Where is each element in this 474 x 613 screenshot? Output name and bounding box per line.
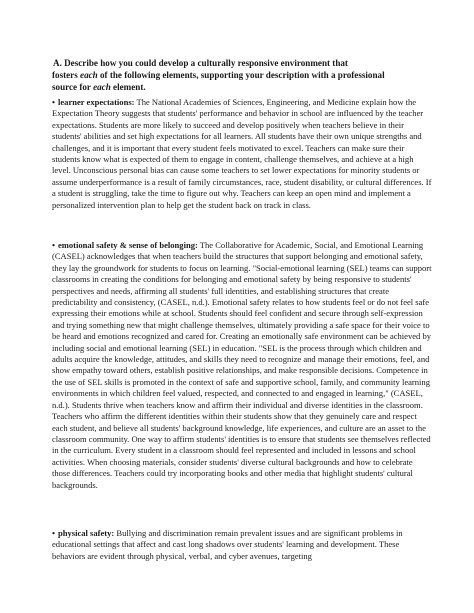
section-body: Bullying and discrimination remain prevalent issues and are significant problems in educational settings that affect and cast long shadows over students' learning and development. These behaviors are evident through physical, verbal, and cyber avenues, targeting [52,528,403,561]
section-physical-safety [52,528,432,562]
question-emphasis: each [80,70,98,80]
question-text: of the following elements, supporting your description with a professional [97,70,385,80]
section-heading: learner expectations: [58,97,135,107]
bullet-icon: • [52,97,55,107]
section-body: The Collaborative for Academic, Social, and Emotional Learning (CASEL) acknowledges that when teachers build the structures that support belonging and emotional safety, they lay the groundwork for students to focus on learning. "Social-emotional learning (SEL) teams can support classrooms in creating the conditions for belonging and emotional safety by being responsive to students' perspectives and needs, affirming all students' full identities, and establishing structures that create predictability and consistency, (CASEL, n.d.). Emotional safety relates to how students feel or do not feel safe expressing their emotions while at school. Students should feel confident and secure through self-expression and trying something new that might challenge themselves, ultimately providing a safe space for their voice to be heard and emotions recognized and cared for. Creating an emotionally safe environment can be achieved by including social and emotional learning (SEL) in education. "SEL is the process through which children and adults acquire the knowledge, attitudes, and skills they need to recognize and manage their emotions, feel, and show empathy toward others, establish positive relationships, and make responsible decisions. Competence in the use of SEL skills is promoted in the context of safe and supportive school, family, and community learning environments in which children feel valued, respected, and connected to and engaged in learning," (CASEL, n.d.). Students thrive when teachers know and affirm their individual and diverse identities in the classroom. Teachers who affirm the different identities within their students show that they genuinely care and respect each student, and believe all students' background knowledge, life experiences, and culture are an asset to the classroom community. One way to affirm students' identities is to ensure that students see themselves reflected in the curriculum. Every student in a classroom should feel represented and included in lessons and school activities. When choosing materials, consider students' diverse cultural backgrounds and how to celebrate those differences. Teachers could try incorporating books and other media that highlight students' cultural backgrounds. [52,240,432,490]
bullet-icon: • [52,528,55,538]
section-learner-expectations [52,97,432,211]
section-emotional-safety [52,240,432,491]
section-heading: physical safety: [58,528,115,538]
question-line-1: A. Describe how you could develop a culturally responsive environment that [53,58,348,68]
question-text: fosters [52,70,81,80]
section-heading: emotional safety & sense of belonging: [58,240,198,250]
question-line-2 [52,69,432,81]
question-text: element. [110,82,146,92]
question-emphasis: each [93,82,111,92]
question-text: source for [52,82,94,92]
question-prompt [52,57,432,93]
section-body: The National Academies of Sciences, Engineering, and Medicine explain how the Expectation Theory suggests that students' performance and behavior in school are influenced by the teacher expectations. Students are more likely to succeed and develop positively when teachers believe in their students' abilities and set high expectations for all learners. All students have their own unique strengths and challenges, and it is important that every student feels motivated to excel. Teachers can make sure their students know what is expected of them to engage in content, challenge themselves, and achieve at a high level. Unconscious personal bias can cause some teachers to set lower expectations for minority students or assume underperformance is a result of family circumstances, race, student disability, or cultural differences. If a student is struggling, take the time to figure out why. Teachers can keep an open mind and implement a personalized intervention plan to help get the student back on track in class. [52,97,432,210]
bullet-icon: • [52,240,55,250]
question-line-3 [52,81,432,93]
